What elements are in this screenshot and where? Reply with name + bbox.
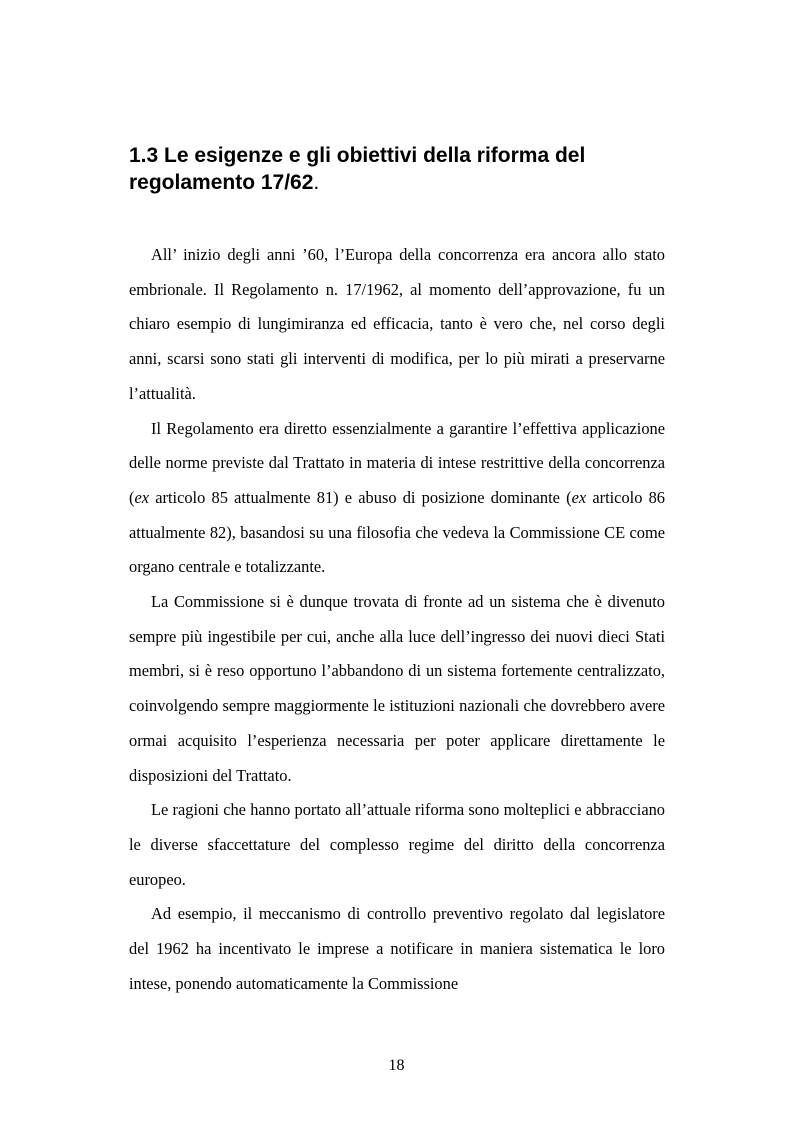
paragraph-1: All’ inizio degli anni ’60, l’Europa della concorrenza era ancora allo stato embrionale. Il Regolamento n. 17/1962, al momento dell’approvazione, fu un chiaro esempio di lungimiranza ed efficacia, tanto è vero che, nel corso degli anni, scarsi sono stati gli interventi di modifica, per lo più mirati a preservarne l’attualità. [129,245,665,403]
paragraph-5: Ad esempio, il meccanismo di controllo preventivo regolato dal legislatore del 1962 ha incentivato le imprese a notificare in maniera sistematica le loro intese, ponendo automaticamente la Commissione [129,904,665,993]
paragraph-2-ex-2: ex [571,487,587,507]
body-text [129,238,665,1001]
paragraph-2-part-2: articolo 85 attualmente 81) e abuso di posizione dominante ( [149,487,572,507]
paragraph-3: La Commissione si è dunque trovata di fronte ad un sistema che è divenuto sempre più ingestibile per cui, anche alla luce dell’ingresso dei nuovi dieci Stati membri, si è reso opportuno l’abbandono di un sistema fortemente centralizzato, coinvolgendo sempre maggiormente le istituzioni nazionali che dovrebbero avere ormai acquisito l’esperienza necessaria per poter applicare direttamente le disposizioni del Trattato. [129,592,665,785]
section-heading-text: 1.3 Le esigenze e gli obiettivi della riforma del regolamento 17/62 [129,144,586,194]
paragraph-2-ex-1: ex [134,487,150,507]
section-heading-period: . [313,171,320,194]
paragraph-2-part-3: articolo 86 attualmente 82), basandosi su una filosofia che vedeva la Commissione CE come organo centrale e totalizzante. [129,487,665,577]
paragraph-2-part-1: Il Regolamento era diretto essenzialmente a garantire l’effettiva applicazione delle norme previste dal Trattato in materia di intese restrittive della concorrenza ( [129,418,665,507]
section-heading [129,142,669,196]
paragraph-2 [129,412,665,586]
paragraph-4: Le ragioni che hanno portato all’attuale riforma sono molteplici e abbracciano le diverse sfaccettature del complesso regime del diritto della concorrenza europeo. [129,800,665,889]
page-number: 18 [388,1057,405,1074]
